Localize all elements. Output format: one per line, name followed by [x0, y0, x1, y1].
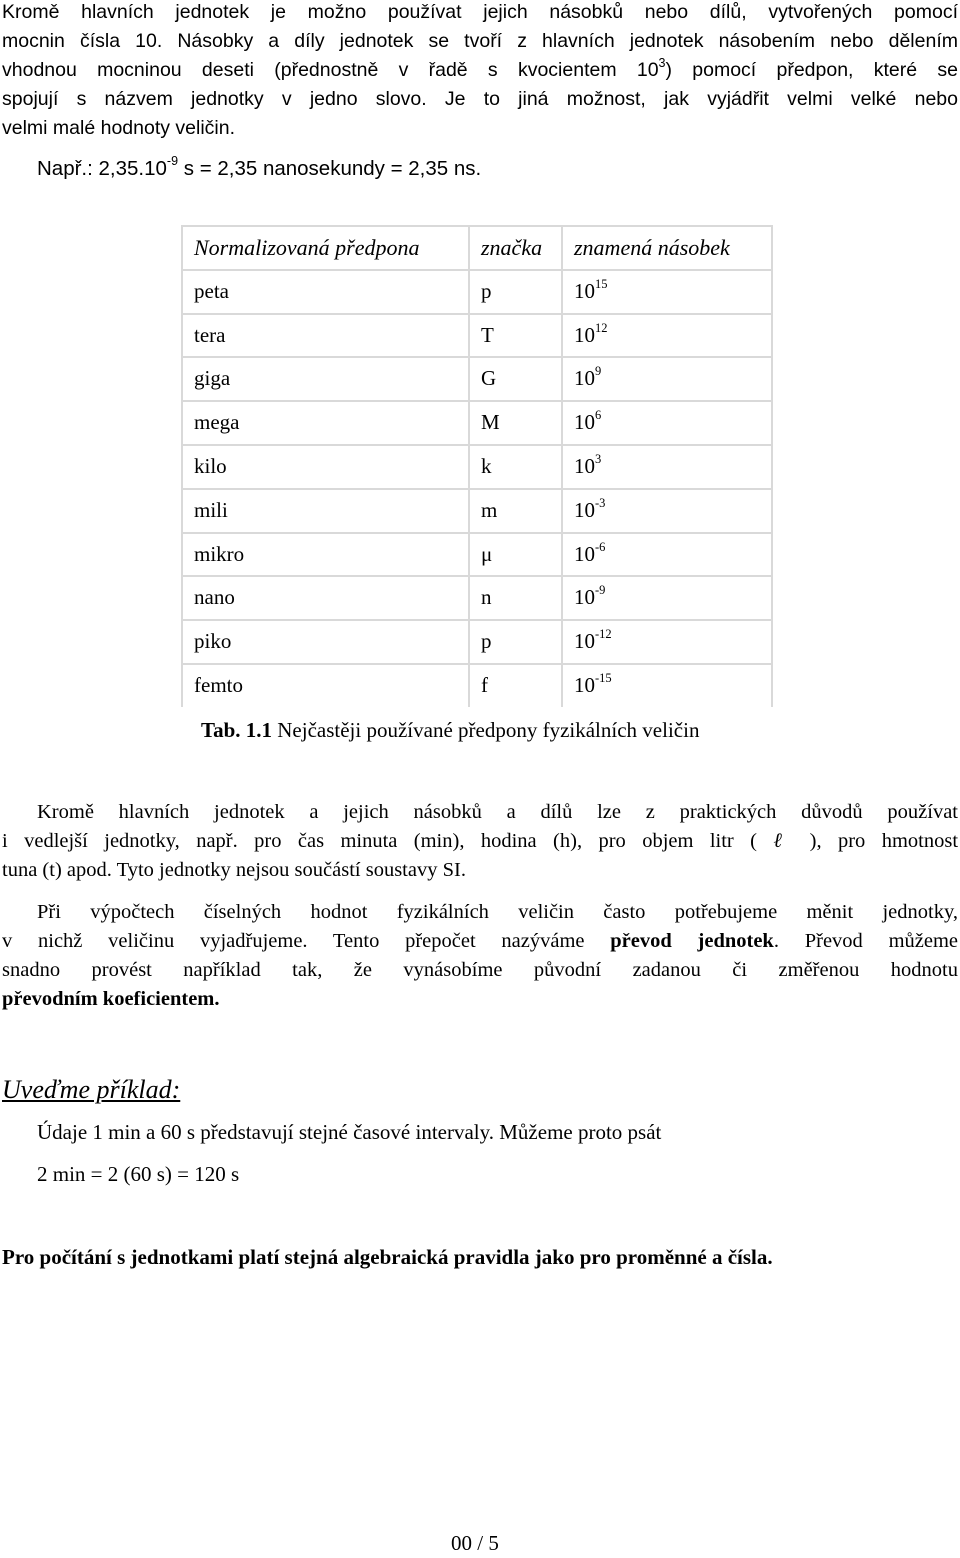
- table-caption: [201, 716, 699, 745]
- base-ten: 10: [574, 629, 595, 654]
- prefix-cell: [183, 358, 468, 400]
- base-ten: 10: [574, 366, 595, 391]
- prefix-name: mili: [194, 497, 228, 522]
- symbol-cell: [470, 490, 561, 532]
- text-fragment: . Převod můžeme: [773, 930, 959, 952]
- multiplier: [563, 315, 608, 357]
- header-text: Normalizovaná předpona: [194, 235, 420, 260]
- table-header-cell: [183, 227, 468, 269]
- bold-term: převodním koeficientem.: [2, 988, 220, 1010]
- rule-statement: Pro počítání s jednotkami platí stejná algebraická pravidla jako pro proměnné a čísla.: [2, 1245, 773, 1269]
- base-ten: 10: [574, 322, 595, 347]
- text-line: Kromě hlavních jednotek a jejich násobků a dílů lze z praktických důvodů používat: [37, 801, 958, 823]
- prefix-cell: [183, 490, 468, 532]
- base-ten: 10: [574, 673, 595, 697]
- prefix-cell: [183, 271, 468, 313]
- text-line: snadno provést například tak, že vynásobíme původní zadanou či změřenou hodnotu: [2, 959, 958, 981]
- symbol-cell: [470, 577, 561, 619]
- prefix-symbol: p: [481, 629, 492, 654]
- text-line: tuna (t) apod. Tyto jednotky nejsou součástí soustavy SI.: [2, 859, 466, 881]
- text-fragment: vhodnou mocninou deseti (přednostně v řadě s kvocientem 10: [2, 59, 659, 81]
- prefix-name: femto: [194, 673, 243, 697]
- multiplier-cell: [563, 402, 771, 444]
- multiplier: [563, 577, 605, 619]
- symbol-cell: [470, 315, 561, 357]
- multiplier-cell: [563, 577, 771, 619]
- multiplier-cell: [563, 271, 771, 313]
- prefix-cell: [183, 315, 468, 357]
- prefix-symbol: m: [481, 497, 498, 522]
- prefix-symbol: μ: [481, 541, 493, 566]
- text-line: [2, 56, 958, 85]
- secondary-units-paragraph: [2, 798, 958, 885]
- symbol-cell: [470, 271, 561, 313]
- prefix-symbol: k: [481, 454, 492, 478]
- multiplier-cell: [563, 534, 771, 576]
- symbol-cell: [470, 665, 561, 707]
- prefix-symbol: G: [481, 366, 497, 391]
- intro-paragraph: [2, 0, 958, 143]
- base-ten: 10: [574, 454, 595, 478]
- example-line: [37, 154, 481, 183]
- multiplier: [563, 402, 601, 444]
- text-fragment: ) pomocí předpon, které se: [665, 59, 958, 81]
- text-line: [2, 985, 958, 1014]
- text-line: mocnin čísla 10. Násobky a díly jednotek se tvoří z hlavních jednotek násobením nebo dělením: [2, 30, 958, 52]
- symbol-cell: [470, 446, 561, 488]
- multiplier-cell: [563, 490, 771, 532]
- example-text: Údaje 1 min a 60 s představují stejné časové intervaly. Můžeme proto psát: [37, 1120, 662, 1144]
- symbol-cell: [470, 534, 561, 576]
- exponent: -6: [595, 539, 606, 554]
- prefix-name: peta: [194, 278, 229, 303]
- text-line: [2, 827, 958, 856]
- multiplier-cell: [563, 665, 771, 707]
- multiplier: [563, 446, 601, 488]
- prefix-cell: [183, 621, 468, 663]
- multiplier: [563, 490, 605, 532]
- exponent: 12: [595, 320, 608, 335]
- prefix-symbol: n: [481, 585, 492, 610]
- multiplier: [563, 534, 605, 576]
- text-fragment: ), pro hmotnost: [809, 830, 959, 852]
- exponent: -3: [595, 495, 606, 510]
- text-line: Při výpočtech číselných hodnot fyzikálních veličin často potřebujeme měnit jednotky,: [37, 901, 958, 923]
- exponent: 9: [595, 364, 602, 379]
- exponent: -9: [166, 154, 179, 169]
- multiplier-cell: [563, 621, 771, 663]
- example-equation: 2 min = 2 (60 s) = 120 s: [37, 1162, 240, 1186]
- prefix-symbol: f: [481, 673, 488, 697]
- multiplier: [563, 665, 612, 707]
- prefix-cell: [183, 577, 468, 619]
- liter-symbol: ℓ: [773, 830, 794, 852]
- exponent: -12: [595, 627, 612, 642]
- base-ten: 10: [574, 585, 595, 610]
- text-line: Kromě hlavních jednotek je možno používat jejich násobků nebo dílů, vytvořených pomocí: [2, 1, 958, 23]
- page-number: 00 / 5: [451, 1531, 499, 1555]
- symbol-cell: [470, 402, 561, 444]
- text-line: velmi malé hodnoty veličin.: [2, 117, 236, 139]
- prefix-name: tera: [194, 322, 226, 347]
- prefix-symbol: M: [481, 410, 500, 435]
- text-fragment: i vedlejší jednotky, např. pro čas minuta (min), hodina (h), pro objem litr (: [2, 830, 757, 852]
- prefix-name: nano: [194, 585, 235, 610]
- multiplier: [563, 358, 601, 400]
- caption-text: Nejčastěji používané předpony fyzikálních veličin: [272, 718, 700, 742]
- example-heading: Uveďme příklad:: [2, 1075, 181, 1104]
- text-fragment: Např.: 2,35.10: [37, 157, 167, 180]
- text-fragment: v nichž veličinu vyjadřujeme. Tento přepočet nazýváme: [2, 930, 611, 952]
- base-ten: 10: [574, 410, 595, 435]
- multiplier-cell: [563, 358, 771, 400]
- exponent: -15: [595, 671, 612, 685]
- prefix-name: mega: [194, 410, 240, 435]
- prefix-cell: [183, 665, 468, 707]
- text-line: [2, 927, 958, 956]
- multiplier: [563, 271, 608, 313]
- exponent: -9: [595, 583, 606, 598]
- prefix-symbol: T: [481, 322, 494, 347]
- prefix-cell: [183, 402, 468, 444]
- multiplier-cell: [563, 446, 771, 488]
- prefix-name: mikro: [194, 541, 245, 566]
- base-ten: 10: [574, 541, 595, 566]
- base-ten: 10: [574, 497, 595, 522]
- prefix-cell: [183, 446, 468, 488]
- header-text: znamená násobek: [574, 235, 730, 260]
- exponent: 3: [595, 452, 602, 466]
- bold-term: převod jednotek: [610, 930, 774, 952]
- prefix-cell: [183, 534, 468, 576]
- conversion-paragraph: [2, 898, 958, 1014]
- exponent: 15: [595, 276, 608, 291]
- base-ten: 10: [574, 278, 595, 303]
- table-header-cell: [563, 227, 771, 269]
- symbol-cell: [470, 621, 561, 663]
- symbol-cell: [470, 358, 561, 400]
- text-line: spojují s názvem jednotky v jedno slovo. Je to jiná možnost, jak vyjádřit velmi velké nebo: [2, 88, 958, 110]
- text-fragment: s = 2,35 nanosekundy = 2,35 ns.: [178, 157, 482, 180]
- exponent: 6: [595, 408, 602, 423]
- prefix-name: piko: [194, 629, 232, 654]
- caption-label: Tab. 1.1: [201, 718, 273, 742]
- exponent: 3: [658, 55, 666, 70]
- multiplier: [563, 621, 612, 663]
- multiplier-cell: [563, 315, 771, 357]
- prefix-name: kilo: [194, 454, 227, 478]
- prefix-symbol: p: [481, 278, 492, 303]
- header-text: značka: [481, 235, 543, 260]
- prefix-table: [181, 225, 773, 707]
- table-header-cell: [470, 227, 561, 269]
- prefix-name: giga: [194, 366, 231, 391]
